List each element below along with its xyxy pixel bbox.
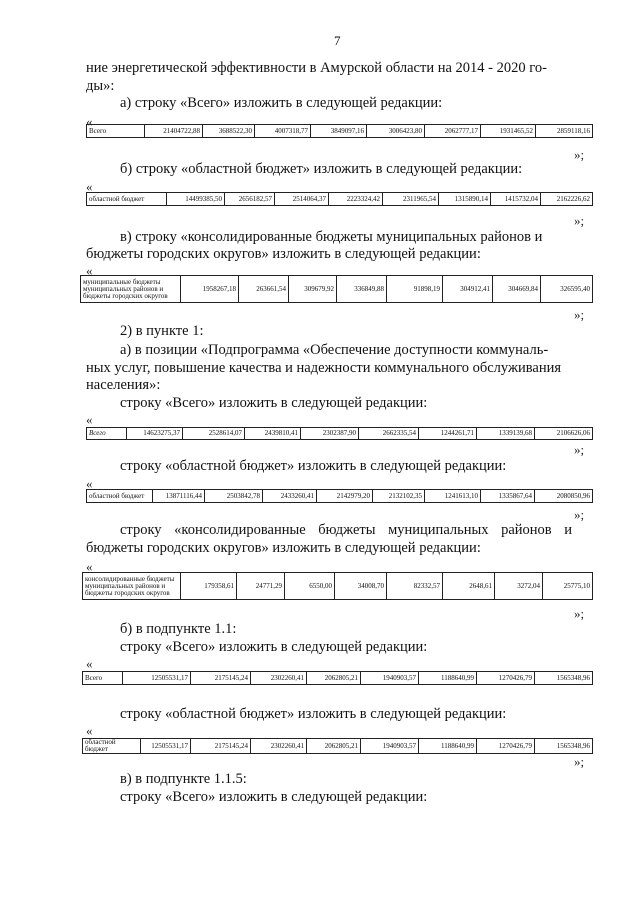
cell-2017: 2662335,54 [359, 428, 419, 440]
instruction-total: строку «Всего» изложить в следующей редакции: [120, 639, 428, 655]
cell-total: 13871116,44 [153, 490, 205, 503]
cell-2016: 2223324,42 [329, 193, 383, 206]
table-consolidated-subprogram [82, 572, 593, 600]
instruction-b: б) строку «областной бюджет» изложить в следующей редакции: [120, 161, 523, 177]
quote-open: « [86, 723, 93, 738]
quote-open: « [86, 412, 93, 427]
cell-2018: 1241613,10 [425, 490, 481, 503]
cell-2019: 1335867,64 [481, 490, 535, 503]
cell-2018: 1188640,99 [419, 739, 477, 754]
paragraph-line: ды»: [86, 78, 115, 94]
cell-2016: 336849,88 [337, 276, 387, 303]
quote-open: « [86, 179, 93, 194]
instruction-regional: строку «областной бюджет» изложить в следующей редакции: [120, 706, 507, 722]
cell-2014: 24771,29 [237, 573, 285, 600]
cell-2014: 2175145,24 [191, 739, 251, 754]
table-total-subprogram [86, 427, 593, 440]
quote-close: »; [574, 606, 585, 621]
cell-2016: 2062805,21 [307, 672, 361, 685]
cell-2016: 2302387,90 [301, 428, 359, 440]
table-regional-1-1 [82, 738, 593, 754]
cell-2015: 2302260,41 [251, 672, 307, 685]
cell-2018: 304912,41 [443, 276, 493, 303]
instruction-total: строку «Всего» изложить в следующей редакции: [120, 395, 428, 411]
cell-2019: 1270426,79 [477, 739, 535, 754]
cell-2017: 3006423,80 [367, 125, 425, 138]
cell-2016: 3849097,16 [311, 125, 367, 138]
cell-2019: 3272,04 [495, 573, 543, 600]
quote-close: »; [574, 307, 585, 322]
cell-2017: 91898,19 [387, 276, 443, 303]
cell-2019: 304669,84 [493, 276, 541, 303]
instruction-regional: строку «областной бюджет» изложить в следующей редакции: [120, 458, 507, 474]
cell-2014: 263661,54 [239, 276, 289, 303]
row-label: областной бюджет [87, 490, 153, 503]
cell-2015: 309679,92 [289, 276, 337, 303]
cell-2017: 1940903,57 [361, 739, 419, 754]
cell-2018: 1188640,99 [419, 672, 477, 685]
quote-close: »; [574, 213, 585, 228]
point-2a-cont: ных услуг, повышение качества и надежности коммунального обслуживания [86, 360, 562, 376]
cell-2015: 2439810,41 [245, 428, 301, 440]
cell-2020: 2080850,96 [535, 490, 593, 503]
instruction-a: а) строку «Всего» изложить в следующей редакции: [120, 95, 443, 111]
cell-2019: 1415732,04 [491, 193, 541, 206]
quote-close: »; [574, 754, 585, 769]
cell-total: 12505531,17 [141, 739, 191, 754]
point-2a: а) в позиции «Подпрограмма «Обеспечение доступности коммуналь- [120, 342, 549, 358]
cell-2018: 1244261,71 [419, 428, 477, 440]
cell-2019: 1339139,68 [477, 428, 535, 440]
cell-total: 21404722,88 [145, 125, 203, 138]
point-2: 2) в пункте 1: [120, 323, 204, 339]
quote-open: « [86, 114, 93, 129]
cell-2014: 3688522,30 [203, 125, 255, 138]
point-2a-cont: населения»: [86, 377, 161, 393]
instruction-consolidated: строку «консолидированные бюджеты муниципальных районов и [120, 522, 573, 538]
page-number: 7 [334, 33, 341, 48]
cell-total: 179358,61 [181, 573, 237, 600]
row-label: Всего [87, 428, 127, 440]
cell-2014: 2528614,07 [183, 428, 245, 440]
cell-2016: 2142979,20 [317, 490, 373, 503]
quote-close: »; [574, 507, 585, 522]
table-total-1-1 [82, 671, 593, 685]
cell-2015: 2433260,41 [263, 490, 317, 503]
table-regional-subprogram [86, 489, 593, 503]
cell-2019: 1270426,79 [477, 672, 535, 685]
row-label: муниципальные бюджеты муниципальных районов и бюджеты городских округов [81, 276, 181, 303]
sub-point-1-1: б) в подпункте 1.1: [120, 621, 237, 637]
cell-2017: 2132102,35 [373, 490, 425, 503]
cell-2018: 1315890,14 [439, 193, 491, 206]
cell-total: 14623275,37 [127, 428, 183, 440]
cell-2020: 25775,10 [543, 573, 593, 600]
cell-2020: 326595,40 [541, 276, 593, 303]
cell-2020: 2162226,62 [541, 193, 593, 206]
cell-2015: 2302260,41 [251, 739, 307, 754]
cell-2020: 1565348,96 [535, 739, 593, 754]
cell-2020: 2859118,16 [536, 125, 593, 138]
cell-2018: 2062777,17 [425, 125, 481, 138]
row-label: областной бюджет [87, 193, 167, 206]
cell-2015: 4007318,77 [255, 125, 311, 138]
cell-2016: 34008,70 [335, 573, 387, 600]
table-regional-budget [86, 192, 593, 206]
instruction-consolidated-cont: бюджеты городских округов» изложить в следующей редакции: [86, 540, 481, 556]
cell-total: 1958267,18 [181, 276, 239, 303]
cell-total: 14499385,50 [167, 193, 225, 206]
quote-close: »; [574, 147, 585, 162]
cell-2015: 2514064,37 [275, 193, 329, 206]
instruction-v-cont: бюджеты городских округов» изложить в следующей редакции: [86, 246, 481, 262]
cell-2020: 2106626,06 [535, 428, 593, 440]
cell-2018: 2648,61 [443, 573, 495, 600]
cell-2017: 1940903,57 [361, 672, 419, 685]
sub-point-1-1-5: в) в подпункте 1.1.5: [120, 771, 247, 787]
cell-2014: 2503842,78 [205, 490, 263, 503]
instruction-v: в) строку «консолидированные бюджеты муниципальных районов и [120, 229, 543, 245]
instruction-total: строку «Всего» изложить в следующей редакции: [120, 789, 428, 805]
table-total [86, 124, 593, 138]
cell-2014: 2175145,24 [191, 672, 251, 685]
table-municipal-budgets [80, 275, 593, 303]
cell-2017: 2311965,54 [383, 193, 439, 206]
row-label: Всего [83, 672, 123, 685]
row-label: Всего [87, 125, 145, 138]
cell-2019: 1931465,52 [481, 125, 536, 138]
cell-2017: 82332,57 [387, 573, 443, 600]
quote-open: « [86, 263, 93, 278]
paragraph-line: ние энергетической эффективности в Амурской области на 2014 - 2020 го- [86, 60, 547, 76]
cell-2016: 2062805,21 [307, 739, 361, 754]
cell-2015: 6550,00 [285, 573, 335, 600]
cell-2020: 1565348,96 [535, 672, 593, 685]
row-label: консолидированные бюджеты муниципальных районов и бюджеты городских округов [83, 573, 181, 600]
quote-open: « [86, 476, 93, 491]
quote-open: « [86, 559, 93, 574]
quote-open: « [86, 656, 93, 671]
cell-total: 12505531,17 [123, 672, 191, 685]
cell-2014: 2656182,57 [225, 193, 275, 206]
row-label: областной бюджет [83, 739, 141, 754]
quote-close: »; [574, 442, 585, 457]
